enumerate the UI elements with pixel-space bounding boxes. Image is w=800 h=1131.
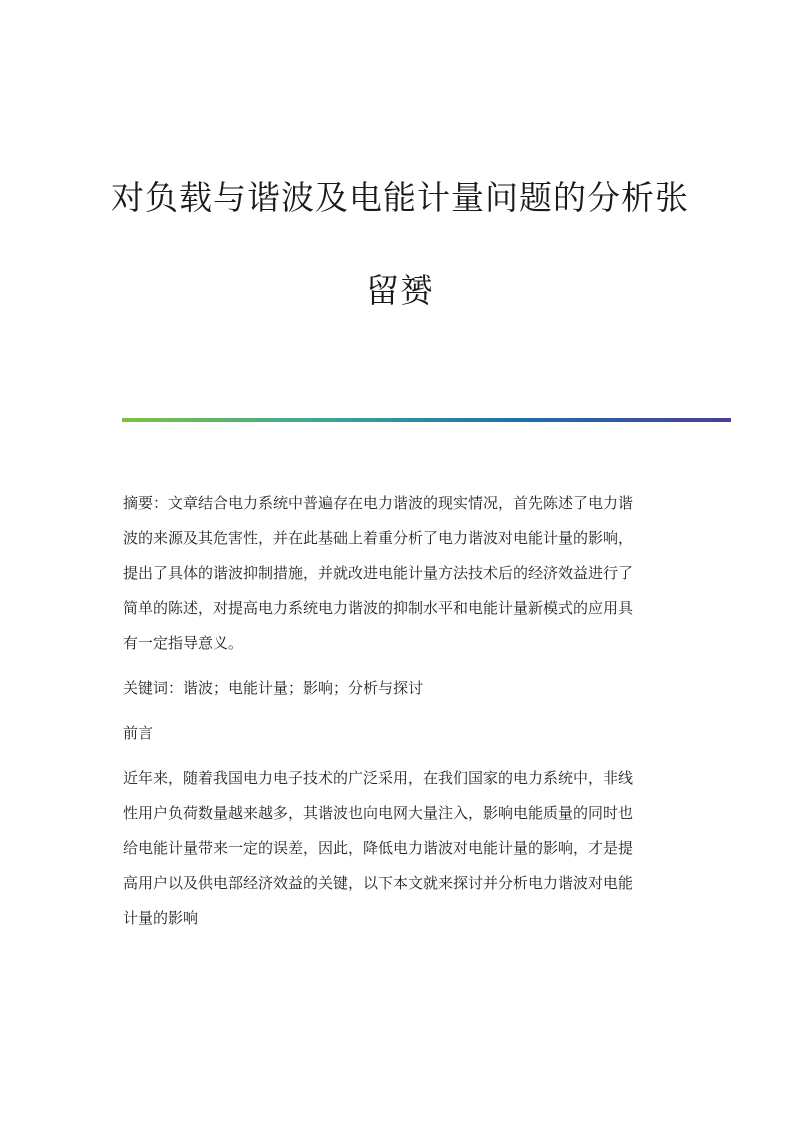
abstract-line: 摘要：文章结合电力系统中普遍存在电力谐波的现实情况，首先陈述了电力谐 <box>123 494 634 512</box>
document-title <box>100 178 700 311</box>
abstract-line: 提出了具体的谐波抑制措施，并就改进电能计量方法技术后的经济效益进行了 <box>123 564 634 582</box>
intro-line: 性用户负荷数量越来越多，其谐波也向电网大量注入，影响电能质量的同时也 <box>123 804 634 822</box>
intro-line: 高用户以及供电部经济效益的关键，以下本文就来探讨并分析电力谐波对电能 <box>123 874 634 892</box>
preface-heading: 前言 <box>123 724 154 742</box>
abstract-line: 简单的陈述，对提高电力系统电力谐波的抑制水平和电能计量新模式的应用具 <box>123 599 634 617</box>
gradient-divider <box>122 418 731 422</box>
intro-paragraph <box>123 761 673 936</box>
abstract-line: 有一定指导意义。 <box>123 634 244 652</box>
abstract-line: 波的来源及其危害性，并在此基础上着重分析了电力谐波对电能计量的影响， <box>123 529 634 547</box>
title-line-2: 留赟 <box>366 271 434 310</box>
intro-line: 近年来，随着我国电力电子技术的广泛采用，在我们国家的电力系统中，非线 <box>123 769 634 787</box>
abstract-paragraph <box>123 486 673 661</box>
document-body <box>123 486 673 936</box>
title-line-1: 对负载与谐波及电能计量问题的分析张 <box>111 178 689 217</box>
intro-line: 给电能计量带来一定的误差，因此，降低电力谐波对电能计量的影响，才是提 <box>123 839 634 857</box>
keywords-line: 关键词：谐波；电能计量；影响；分析与探讨 <box>123 679 424 697</box>
intro-line: 计量的影响 <box>123 909 199 927</box>
